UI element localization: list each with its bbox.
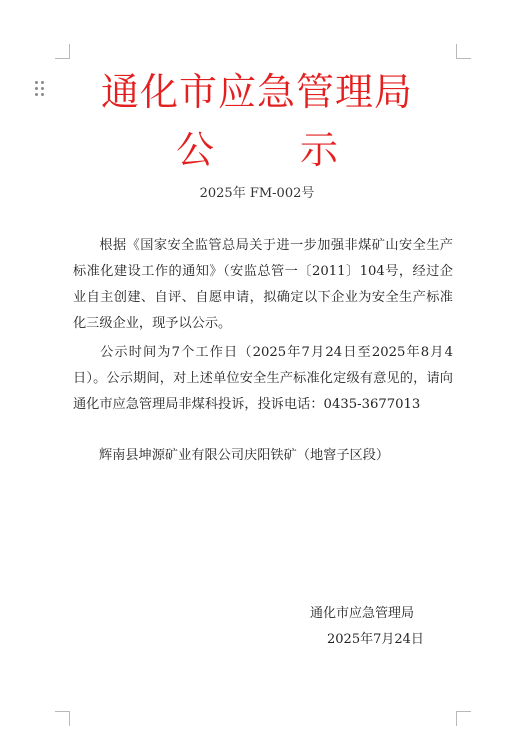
paragraph-company	[73, 443, 453, 469]
crop-mark-bottom-right	[456, 711, 471, 726]
crop-mark-top-left	[55, 44, 70, 59]
paragraph-basis	[73, 233, 453, 337]
paragraph-period	[73, 340, 453, 418]
crop-mark-top-right	[456, 44, 471, 59]
signature-organization: 通化市应急管理局	[310, 606, 415, 621]
crop-mark-bottom-left	[55, 711, 70, 726]
paragraph-basis-text: 根据《国家安全监管总局关于进一步加强非煤矿山安全生产标准化建设工作的通知》（安监总管一〔2011〕104号，经过企业自主创建、自评、自愿申请，拟确定以下企业为安全生产标准化三级企业，现予以公示。	[73, 238, 453, 331]
subtitle-char-2: 示	[300, 128, 339, 172]
document-number: 2025年 FM-002号	[199, 186, 315, 201]
paragraph-period-text: 公示时间为7个工作日（2025年7月24日至2025年8月4日）。公示期间，对上述单位安全生产标准化定级有意见的，请向通化市应急管理局非煤科投诉，投诉电话：0435-3677013	[73, 345, 453, 412]
subtitle-char-1: 公	[175, 128, 214, 172]
paragraph-company-text: 辉南县坤源矿业有限公司庆阳铁矿（地窨子区段）	[99, 448, 390, 463]
document-subtitle	[0, 126, 514, 174]
document-title: 通化市应急管理局	[100, 70, 413, 114]
signature-date: 2025年7月24日	[327, 632, 424, 647]
